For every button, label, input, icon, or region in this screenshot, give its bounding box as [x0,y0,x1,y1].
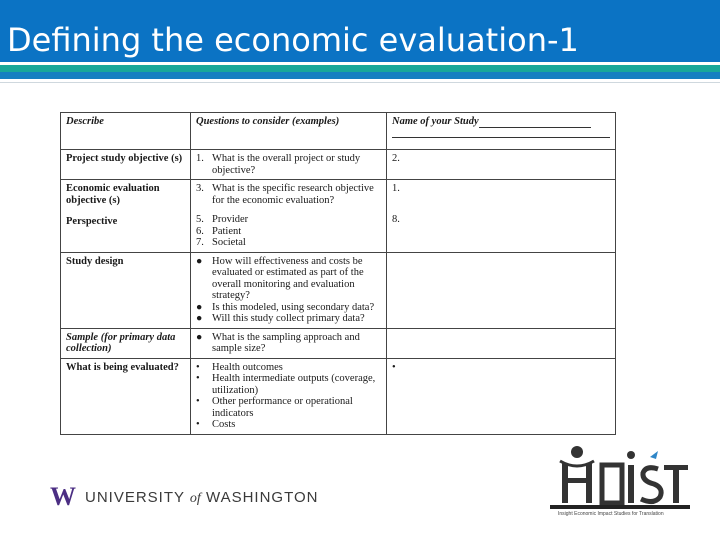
study-name-label: Name of your Study [392,116,479,127]
uw-w-mark: W [50,482,76,511]
row-answer-evaluated: • [387,358,616,434]
table-row [61,328,616,358]
row-label-econ-perspective [61,180,191,253]
accent-stripe-green [0,65,720,72]
row-label-objective: Project study objective (s) [61,150,191,180]
study-name-blank [479,117,591,128]
table-row [61,150,616,180]
row-answer-sample [387,328,616,358]
uw-wordmark: UNIVERSITY of WASHINGTON [85,489,319,506]
row-questions-objective [191,150,387,180]
list-item: ● How will effectiveness and costs be evaluated or estimated as part of the overall monitoring and evaluation strategy? [196,255,364,301]
row-label-design: Study design [61,252,191,328]
row-answer-objective: 2. [387,150,616,180]
list-item: • Other performance or operational indicators [196,396,353,419]
table-row [61,358,616,434]
answer-econ: 1. [392,183,400,194]
table-header-row [61,113,616,150]
divider-line [0,82,720,83]
list-item: 7. Societal [196,237,246,248]
study-worksheet-table [60,112,616,435]
study-name-second-blank [392,129,610,138]
list-item: ● Will this study collect primary data? [196,313,365,324]
row-questions-sample [191,328,387,358]
row-questions-econ-perspective [191,180,387,253]
answer-perspective: 8. [392,213,400,225]
heist-tagline: Insight Economic Impact Studies for Translation [558,511,664,517]
header-study-name [387,113,616,150]
list-item: • Health intermediate outputs (coverage, utilization) [196,373,376,396]
list-item: 1. What is the overall project or study objective? [196,153,361,176]
row-label-perspective: Perspective [66,216,118,227]
row-label-econ: Economic evaluation objective (s) [66,183,160,206]
heist-logo-graphic [550,443,690,511]
list-item: ● What is the sampling approach and sample size? [196,331,360,354]
list-item: 6. Patient [196,225,242,237]
list-item: • Health outcomes [196,361,283,373]
row-questions-design [191,252,387,328]
list-item: ● Is this modeled, using secondary data? [196,301,375,313]
accent-stripe-blue [0,72,720,79]
slide-title: Defining the economic evaluation-1 [7,21,579,59]
header-questions: Questions to consider (examples) [191,113,387,150]
row-label-evaluated: What is being evaluated? [61,358,191,434]
list-item: 3. What is the specific research objective for the economic evaluation? [196,183,374,206]
row-answer-design [387,252,616,328]
row-label-sample: Sample (for primary data collection) [61,328,191,358]
header-describe: Describe [61,113,191,150]
list-item: • Costs [196,419,236,430]
row-answer-econ-perspective [387,180,616,253]
row-questions-evaluated [191,358,387,434]
list-item: 5. Provider [196,214,249,225]
title-bar [0,0,720,62]
table-row [61,252,616,328]
table-row [61,180,616,253]
heist-logo [550,443,690,523]
